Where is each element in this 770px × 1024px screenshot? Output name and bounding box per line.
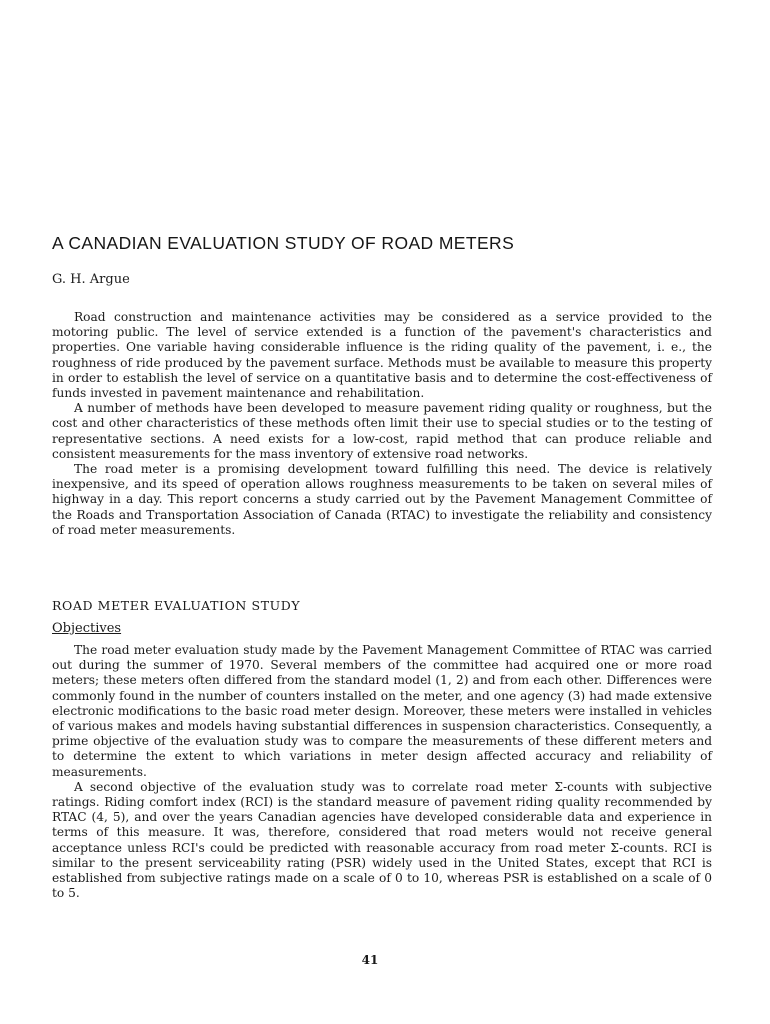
- paragraph: A second objective of the evaluation study was to correlate road meter Σ-counts with subjective ratings. Riding comfort index (RCI) is the standard measure of pavement riding quality recommended by RTAC (4, 5), and over the years Canadian agencies have developed considerable data and experience in terms of this measure. It was, therefore, considered that road meters would not receive general acceptance unless RCI's could be predicted with reasonable accuracy from road meter Σ-counts. RCI is similar to the present serviceability rating (PSR) widely used in the United States, except that RCI is established from subjective ratings made on a scale of 0 to 10, whereas PSR is established on a scale of 0 to 5.: [52, 779, 712, 901]
- intro-section: [52, 310, 712, 538]
- section-heading: ROAD METER EVALUATION STUDY: [52, 598, 301, 613]
- paper-title: A CANADIAN EVALUATION STUDY OF ROAD METERS: [52, 233, 515, 253]
- paragraph: Road construction and maintenance activities may be considered as a service provided to the motoring public. The level of service extended is a function of the pavement's characteristics and properties. One variable having considerable influence is the riding quality of the pavement, i. e., the roughness of ride produced by the pavement surface. Methods must be available to measure this property in order to establish the level of service on a quantitative basis and to determine the cost-effectiveness of funds invested in pavement maintenance and rehabilitation.: [52, 310, 712, 401]
- page-number: 41: [361, 953, 379, 967]
- paragraph: A number of methods have been developed to measure pavement riding quality or roughness, but the cost and other characteristics of these methods often limit their use to special studies or to the testing of representative sections. A need exists for a low-cost, rapid method that can produce reliable and consistent measurements for the mass inventory of extensive road networks.: [52, 401, 712, 461]
- objectives-section: [52, 643, 712, 901]
- author-name: G. H. Argue: [52, 272, 130, 287]
- paragraph: The road meter evaluation study made by the Pavement Management Committee of RTAC was carried out during the summer of 1970. Several members of the committee had acquired one or more road meters; these meters often differed from the standard model (1, 2) and from each other. Differences were commonly found in the number of counters installed on the meter, and one agency (3) had made extensive electronic modifications to the basic road meter design. Moreover, these meters were installed in vehicles of various makes and models having substantial differences in suspension characteristics. Consequently, a prime objective of the evaluation study was to compare the measurements of these different meters and to determine the extent to which variations in meter design affected accuracy and reliability of measurements.: [52, 643, 712, 779]
- paragraph: The road meter is a promising development toward fulfilling this need. The device is relatively inexpensive, and its speed of operation allows roughness measurements to be taken on several miles of highway in a day. This report concerns a study carried out by the Pavement Management Committee of the Roads and Transportation Association of Canada (RTAC) to investigate the reliability and consistency of road meter measurements.: [52, 462, 712, 537]
- subsection-heading: Objectives: [52, 621, 122, 636]
